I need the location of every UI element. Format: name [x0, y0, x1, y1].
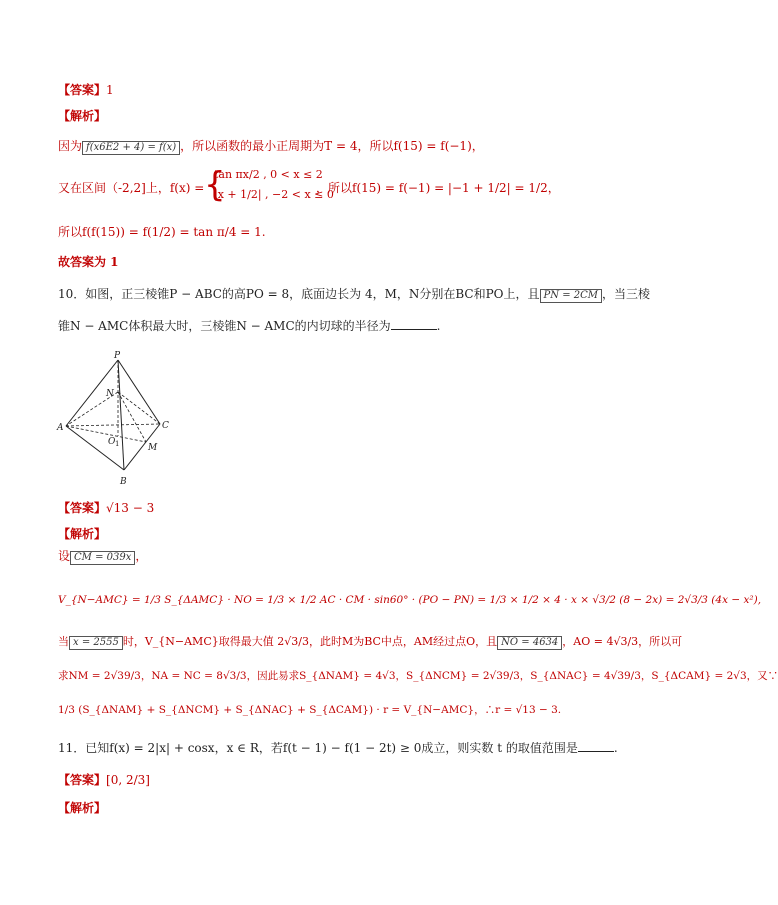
q10-line3-box: CM = 039x	[70, 551, 135, 565]
answer-value: 1	[106, 83, 114, 97]
q10-volume-formula: V_{N−AMC} = 1/3 S_{ΔAMC} · NO = 1/3 × 1/2 AC · CM · sin60° · (PO − PN) = 1/3 × 1/2 × 4 · x × √3/2 (8 − 2x) = 2√3/3 (4x − x²),	[58, 594, 762, 606]
piecewise-case-2: |x + 1/2| , −2 < x ≤ 0	[214, 188, 334, 201]
q11-analysis-label: 【解析】	[58, 801, 107, 815]
q10-stem-line2	[58, 318, 440, 334]
label-o-subscript: 1	[115, 440, 120, 448]
q11-stem-text: 11．已知f(x) = 2|x| + cosx，x ∈ R，若f(t − 1) − f(1 − 2t) ≥ 0成立，则实数 t 的取值范围是	[58, 741, 578, 755]
answer-blank	[391, 320, 437, 330]
piecewise-brace: {	[204, 165, 226, 205]
q9-line2	[58, 180, 204, 196]
answer-label: 【答案】	[58, 501, 107, 515]
q9-line2-post: ，所以f(15) = f(−1) = |−1 + 1/2| = 1/2，	[316, 181, 560, 195]
label-m: M	[148, 443, 158, 453]
q9-line1-post: ，所以函数的最小正周期为T = 4，所以f(15) = f(−1)，	[180, 139, 484, 153]
segment-am	[66, 426, 146, 442]
q10-stem-line2-text: 锥N − AMC体积最大时，三棱锥N − AMC的内切球的半径为	[58, 319, 391, 333]
q10-stem-line1	[58, 286, 650, 303]
q9-conclusion: 故答案为 1	[58, 255, 119, 269]
edge-ab	[66, 426, 124, 470]
answer-label: 【答案】	[58, 83, 107, 97]
q9-line1	[58, 138, 484, 155]
q10-answer-line	[58, 500, 154, 516]
label-c: C	[162, 421, 169, 431]
q10-line5-mid: 时，V_{N−AMC}取得最大值 2√3/3，此时M为BC中点，AM经过点O，且	[122, 635, 498, 648]
q11-answer-line	[58, 772, 150, 788]
q9-line1-box: f(x6E2 + 4) = f(x)	[82, 141, 180, 155]
q9-line1-pre: 因为	[58, 139, 83, 153]
q10-line5	[58, 634, 682, 650]
segment-nc	[118, 392, 160, 424]
q9-line3: 所以f(f(15)) = f(1/2) = tan π/4 = 1.	[58, 225, 266, 239]
piecewise-case-1: tan πx/2 , 0 < x ≤ 2	[214, 168, 323, 181]
q10-line5-box1: x = 2555	[69, 636, 123, 650]
q10-line5-pre: 当	[58, 635, 69, 648]
q10-line3-pre: 设	[58, 549, 71, 563]
label-p: P	[114, 351, 121, 361]
q10-analysis-label: 【解析】	[58, 527, 107, 541]
answer-label: 【答案】	[58, 773, 107, 787]
q10-line6: 求NM = 2√39/3，NA = NC = 8√3/3，因此易求S_{ΔNAM} = 4√3，S_{ΔNCM} = 2√39/3，S_{ΔNAC} = 4√39/3，S_{ΔCAM} = 2√3，又∵	[58, 670, 778, 682]
q10-line7: 1/3 (S_{ΔNAM} + S_{ΔNCM} + S_{ΔNAC} + S_{ΔCAM}) · r = V_{N−AMC}，∴r = √13 − 3.	[58, 704, 562, 716]
q10-line5-box2: NO = 4634	[497, 636, 562, 650]
q10-stem-line2-end: .	[436, 319, 441, 333]
label-n: N	[106, 389, 114, 399]
answer-value: √13 − 3	[106, 501, 155, 515]
tetrahedron-figure	[56, 350, 178, 488]
q11-stem-end: .	[613, 741, 618, 755]
q9-line2-pre: 又在区间（-2,2]上，f(x) =	[58, 181, 205, 195]
q10-stem-post: ，当三棱	[602, 287, 651, 301]
answer-value: [0, 2/3]	[106, 773, 150, 787]
label-b: B	[120, 477, 127, 487]
q10-line5-post: ，AO = 4√3/3，所以可	[562, 635, 683, 648]
edge-pc	[118, 360, 160, 424]
answer-blank	[578, 742, 614, 752]
edge-pb	[118, 360, 124, 470]
q10-line3	[58, 548, 147, 565]
q10-stem-box: PN = 2CM	[540, 289, 602, 303]
q11-stem	[58, 740, 618, 756]
q9-answer-line	[58, 82, 114, 98]
q9-analysis-label: 【解析】	[58, 109, 107, 123]
label-o: O	[108, 437, 116, 447]
label-a: A	[57, 423, 64, 433]
q10-line3-post: ，	[135, 549, 148, 563]
edge-ac-hidden	[66, 424, 160, 426]
q10-stem-pre: 10．如图，正三棱锥P − ABC的高PO = 8，底面边长为 4，M，N分别在BC和PO上，且	[58, 287, 540, 301]
